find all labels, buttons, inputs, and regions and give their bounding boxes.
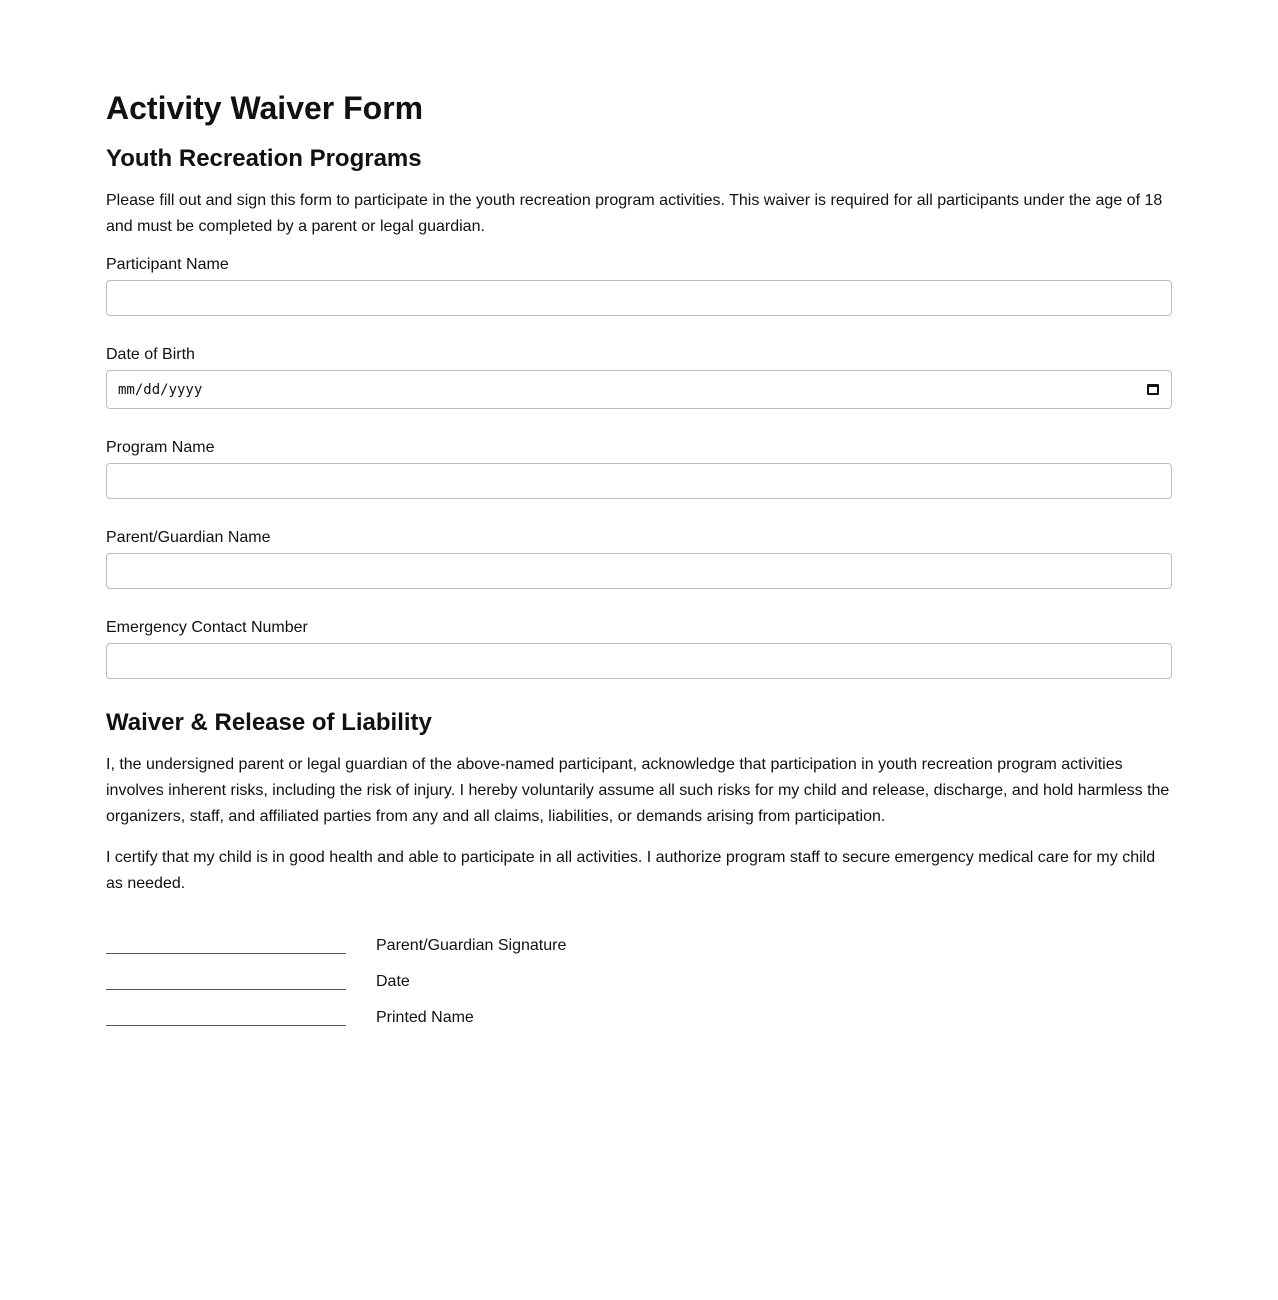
waiver-paragraph-2: I certify that my child is in good health and able to participate in all activities. I authorize program staff to secure emergency medical care for my child as needed. <box>106 849 1156 892</box>
printed-name-row <box>106 1008 474 1026</box>
waiver-paragraph-1: I, the undersigned parent or legal guardian of the above-named participant, acknowledge that participation in youth recreation program activities involves inherent risks, including the risk of injury. I hereby voluntarily assume all such risks for my child and release, discharge, and hold harmless the organizers, staff, and affiliated parties from any and all claims, liabilities, or demands arising from participation. <box>106 756 1170 825</box>
participant-name-label: Participant Name <box>106 256 229 273</box>
signature-label: Parent/Guardian Signature <box>376 937 567 954</box>
participant-name-input[interactable] <box>106 280 1172 316</box>
program-name-input[interactable] <box>106 463 1172 499</box>
date-of-birth-input[interactable] <box>106 370 1172 409</box>
page-title: Activity Waiver Form <box>106 90 424 126</box>
waiver-heading: Waiver & Release of Liability <box>106 709 432 736</box>
signature-line <box>106 952 346 954</box>
intro-text: Please fill out and sign this form to participate in the youth recreation program activities. This waiver is required for all participants under the age of 18 and must be completed by a parent or legal guardian. <box>106 192 1163 235</box>
signature-row <box>106 936 566 954</box>
date-placeholder: mm/dd/yyyy <box>118 381 203 398</box>
printed-name-line <box>106 1024 346 1026</box>
page-subtitle: Youth Recreation Programs <box>106 145 422 172</box>
calendar-icon[interactable] <box>1147 384 1159 395</box>
program-name-label: Program Name <box>106 439 215 456</box>
date-row <box>106 972 410 990</box>
date-line <box>106 988 346 990</box>
guardian-name-input[interactable] <box>106 553 1172 589</box>
emergency-contact-label: Emergency Contact Number <box>106 619 308 636</box>
date-of-birth-label: Date of Birth <box>106 346 195 363</box>
emergency-contact-input[interactable] <box>106 643 1172 679</box>
date-label: Date <box>376 973 410 990</box>
guardian-name-label: Parent/Guardian Name <box>106 529 271 546</box>
printed-name-label: Printed Name <box>376 1009 474 1026</box>
